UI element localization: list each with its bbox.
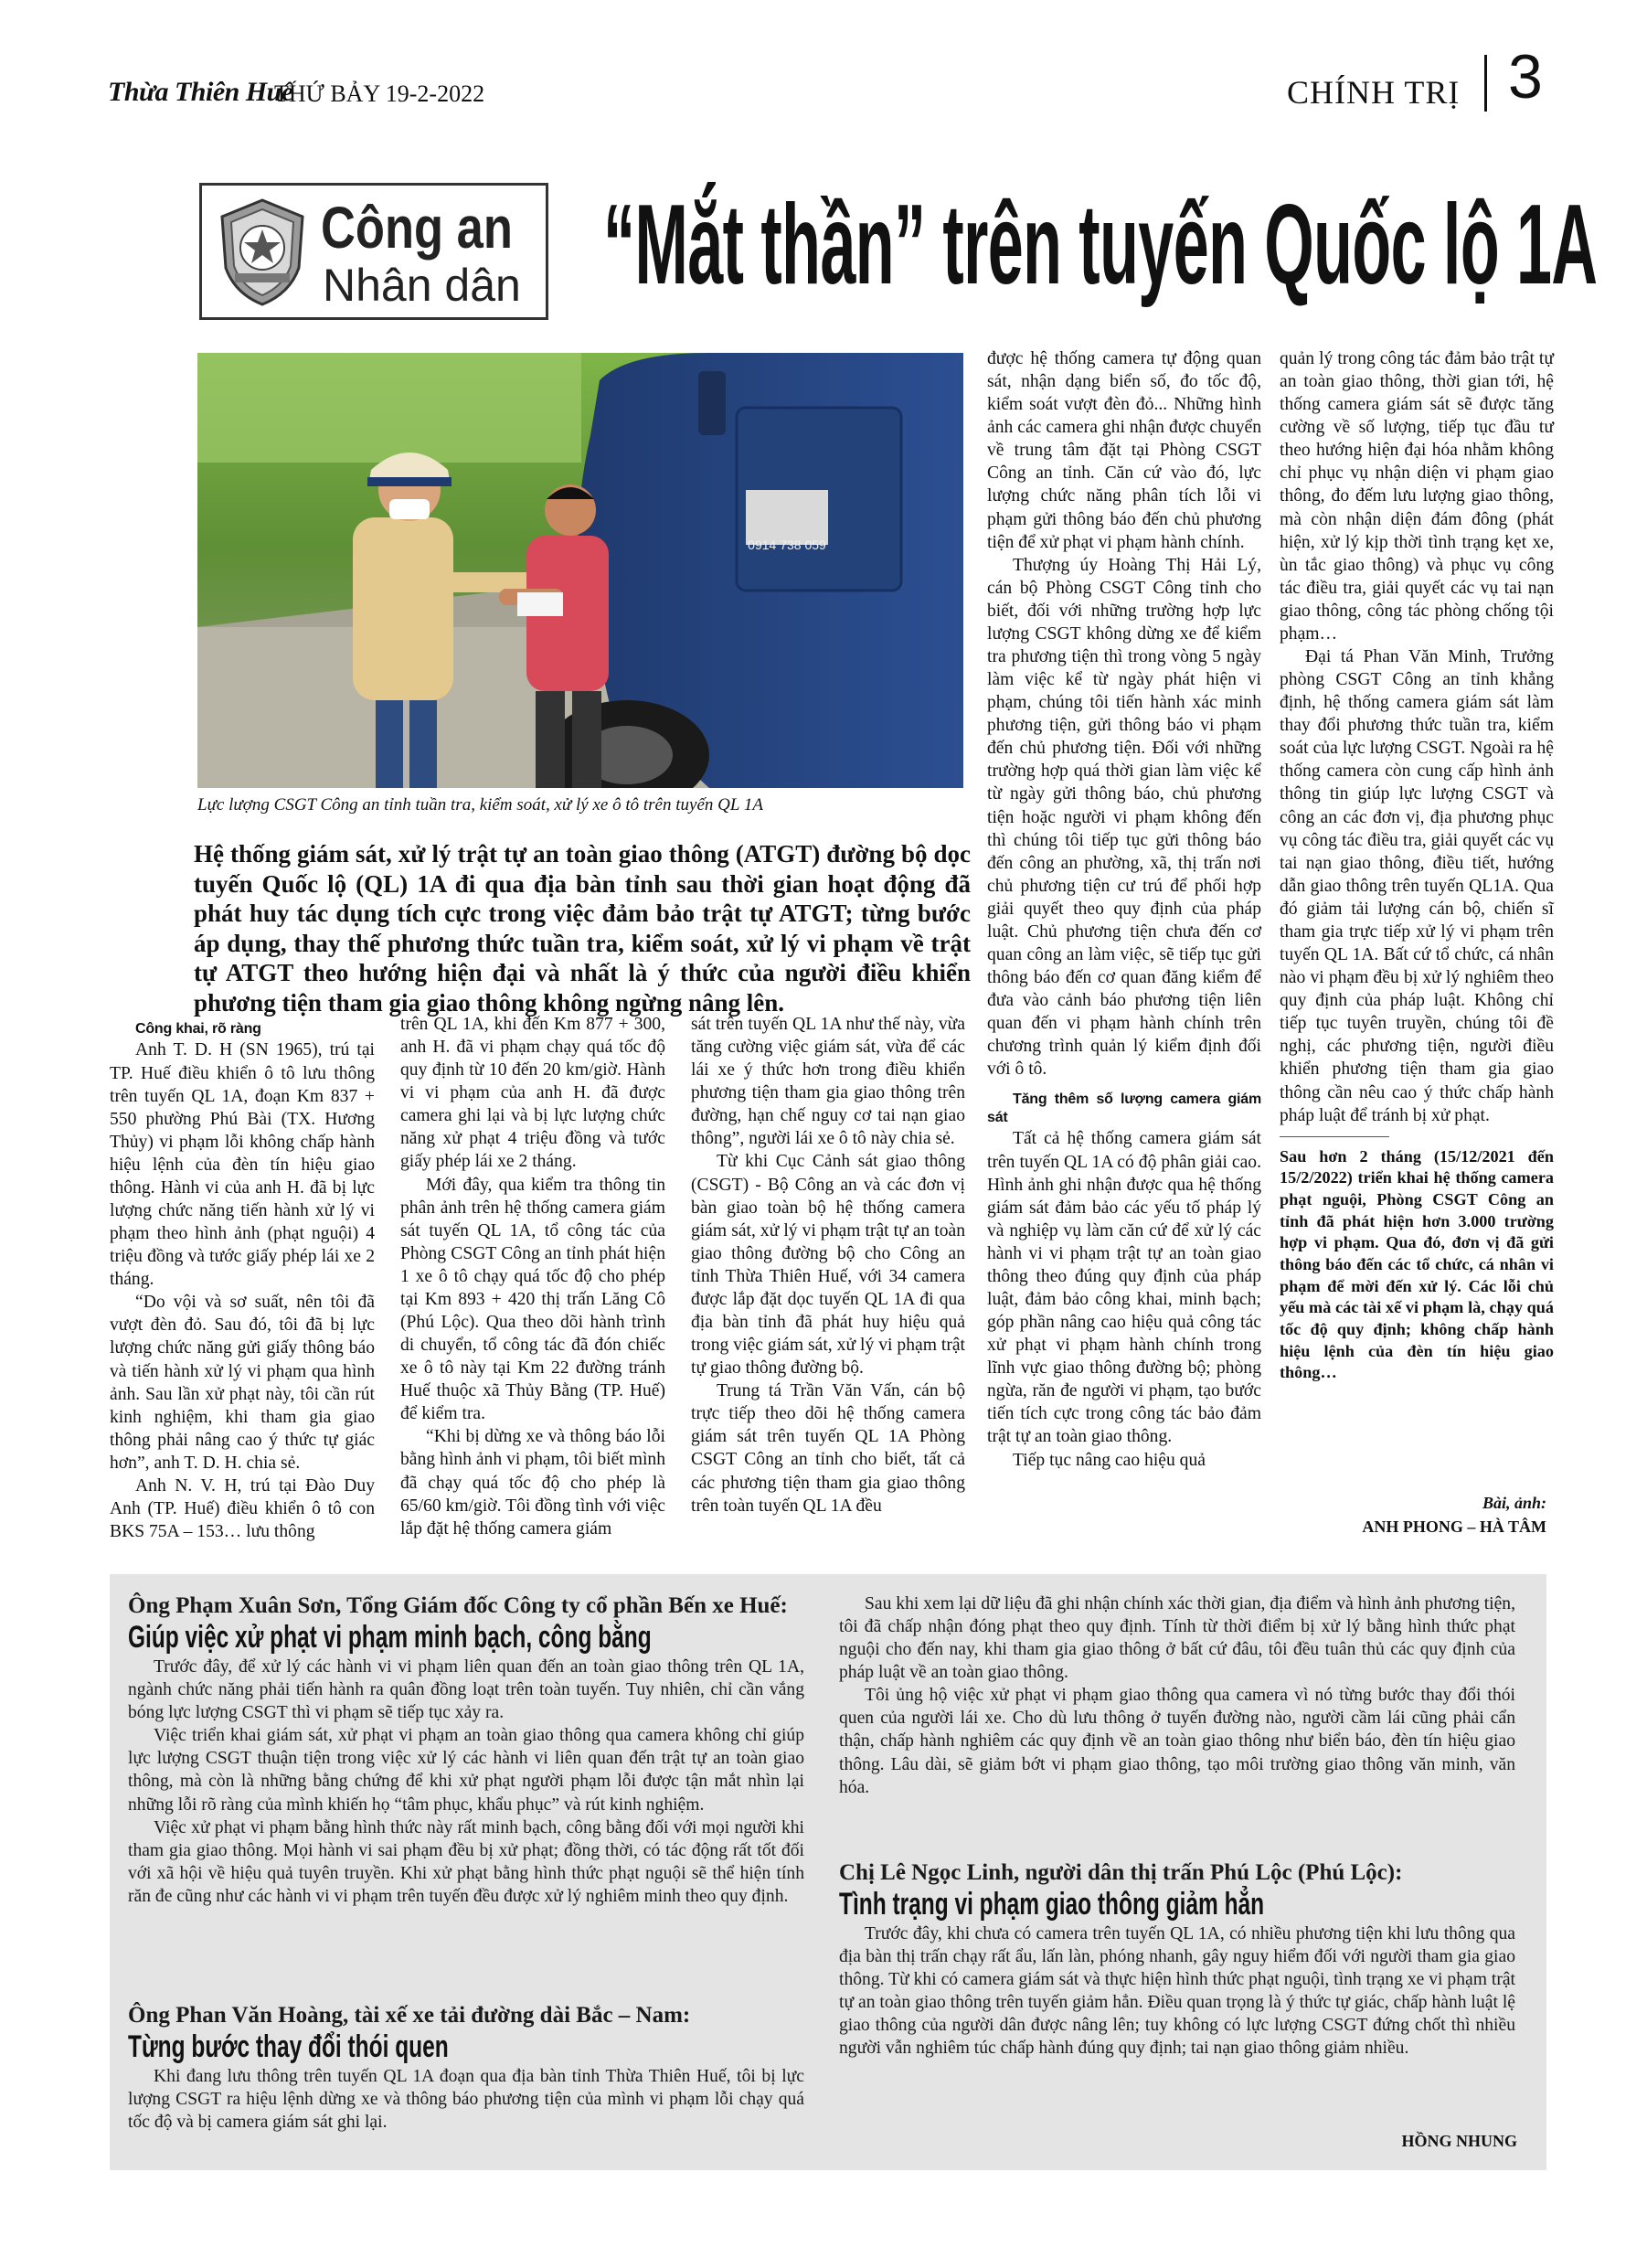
opinion-speaker: Ông Phạm Xuân Sơn, Tổng Giám đốc Công ty cổ phần Bến xe Huế:	[128, 1593, 788, 1618]
newspaper-name: Thừa Thiên Huế	[108, 77, 293, 107]
paragraph: sát trên tuyến QL 1A như thế này, vừa tăng cường việc giám sát, vừa để các lái xe ý thức hơn trong điều khiển phương tiện tham gia giao thông trên đường, hạn chế nguy cơ tai nạn giao thông”, người lái xe ô tô này chia sẻ.	[691, 1015, 965, 1149]
paragraph: Đại tá Phan Văn Minh, Trưởng phòng CSGT Công an tỉnh khẳng định, hệ thống camera giám sát làm thay đổi phương thức tuần tra, kiểm soát của lực lượng CSGT. Ngoài ra hệ thống camera còn cung cấp hình ảnh thông tin giúp lực lượng CSGT và công an các đơn vị, địa phương phục vụ công tác điều tra, giải quyết các vụ tai nạn giao thông, điều tiết, hướng dẫn giao thông trên tuyến QL1A. Qua đó giảm tải lượng cán bộ, chiến sĩ tham gia trực tiếp xử lý vi phạm trên tuyến QL 1A. Bất cứ tổ chức, cá nhân nào vi phạm đều bị xử lý nghiêm theo quy định của pháp luật. Không chỉ tiếp tục tuyên truyền, chúng tôi đề nghị, các phương tiện, người điều khiển phương tiện tham gia giao thông cần nêu cao ý thức chấp hành pháp luật để tránh bị xử phạt.	[1280, 647, 1554, 1125]
logo-line-2: Nhân dân	[323, 260, 521, 311]
opinion-2-continued	[839, 1592, 1515, 1799]
opinion-1	[128, 1592, 804, 1908]
opinion-speaker: Ông Phan Văn Hoàng, tài xế xe tải đường dài Bắc – Nam:	[128, 2003, 691, 2028]
paragraph: Anh T. D. H (SN 1965), trú tại TP. Huế điều khiển ô tô lưu thông trên tuyến QL 1A, đoạn Km 837 + 550 phường Phú Bài (TX. Hương Thủy) vi phạm lỗi không chấp hành hiệu lệnh của đèn tín hiệu giao thông. Hành vi của anh H. đã bị lực lượng chức năng tiến hành xử lý vi phạm theo hình ảnh (phạt nguội) 4 triệu đồng và tước giấy phép lái xe 2 tháng.	[110, 1040, 375, 1290]
photo-caption: Lực lượng CSGT Công an tỉnh tuần tra, kiểm soát, xử lý xe ô tô trên tuyến QL 1A	[197, 795, 763, 815]
police-emblem-icon	[215, 197, 310, 308]
paragraph: được hệ thống camera tự động quan sát, nhận dạng biển số, đo tốc độ, kiểm soát vượt đèn đỏ... Những hình ảnh các camera ghi nhận được chuyển về trung tâm đặt tại Phòng CSGT Công an tỉnh. Căn cứ vào đó, lực lượng chức năng phân tích lỗi vi phạm gửi thông báo đến chủ phương tiện để xử phạt vi phạm hành chính.	[987, 349, 1261, 552]
paragraph: Mới đây, qua kiểm tra thông tin phân ảnh trên hệ thống camera giám sát tuyến QL 1A, tổ công tác của Phòng CSGT Công an tỉnh phát hiện 1 xe ô tô chạy quá tốc độ cho phép tại Km 893 + 420 thị trấn Lăng Cô (Phú Lộc). Qua theo dõi hành trình di chuyển, tổ công tác đã đón chiếc xe ô tô này tại Km 22 đường tránh Huế thuộc xã Thủy Bằng (TP. Huế) để kiểm tra.	[400, 1175, 665, 1424]
article-column-1	[110, 1020, 375, 1543]
paragraph: Từ khi Cục Cảnh sát giao thông (CSGT) - Bộ Công an và các đơn vị bàn giao toàn bộ hệ thống camera giám sát, xử lý vi phạm trật tự an toàn giao thông đường bộ cho Công an tỉnh Thừa Thiên Huế, với 34 camera được lắp đặt dọc tuyến QL 1A đi qua địa bàn tỉnh đã phát huy hiệu quả trong việc giám sát, xử lý vi phạm trật tự giao thông đường bộ.	[691, 1152, 965, 1379]
series-logo	[199, 183, 548, 320]
section-name: CHÍNH TRỊ	[1287, 74, 1461, 111]
issue-date: THỨ BẢY 19-2-2022	[274, 80, 485, 107]
article-column-3	[691, 1013, 965, 1517]
byline-label: Bài, ảnh:	[1482, 1494, 1546, 1512]
paragraph: Tất cả hệ thống camera giám sát trên tuyến QL 1A có độ phân giải cao. Hình ảnh ghi nhận được qua hệ thống giám sát đảm bảo các yếu tố pháp lý và nghiệp vụ làm căn cứ để xử lý các hành vi vi phạm trật tự an toàn giao thông theo đúng quy định của pháp luật, đảm bảo công khai, minh bạch; góp phần nâng cao hiệu quả công tác xử phạt vi phạm hành chính trong lĩnh vực giao thông đường bộ; phòng ngừa, răn đe người vi phạm, tạo bước tiến tích cực trong công tác bảo đảm trật tự an toàn giao thông.	[987, 1129, 1261, 1447]
traffic-police-photo	[197, 353, 963, 788]
masthead-divider	[1484, 55, 1487, 112]
opinion-title: Tình trạng vi phạm giao thông giảm hẳn	[839, 1887, 1265, 1922]
paragraph: quản lý trong công tác đảm bảo trật tự an toàn giao thông, thời gian tới, hệ thống camera giám sát sẽ được tăng cường về số lượng, tiếp tục đầu tư theo hướng hiện đại hóa nhằm không chỉ phục vụ nhận diện vi phạm giao thông, đo đếm lưu lượng giao thông, mà còn nhận diện đám đông (phát hiện, xử lý kịp thời tình trạng kẹt xe, ùn tắc giao thông) và phục vụ công tác điều tra, giải quyết các vụ tai nạn giao thông, công tác phòng chống tội phạm…	[1280, 349, 1554, 644]
stats-note: Sau hơn 2 tháng (15/12/2021 đến 15/2/2022) triển khai hệ thống camera phạt nguội, Phòng CSGT Công an tỉnh đã phát hiện hơn 3.000 trường hợp vi phạm. Qua đó, đơn vị đã gửi thông báo đến các tổ chức, cá nhân vi phạm để mời đến xử lý. Các lỗi chủ yếu mà các tài xế vi phạm là, chạy quá tốc độ quy định; không chấp hành hiệu lệnh của đèn tín hiệu giao thông…	[1280, 1146, 1554, 1382]
opinion-title: Giúp việc xử phạt vi phạm minh bạch, công bằng	[128, 1620, 652, 1655]
paragraph: Trung tá Trần Văn Vấn, cán bộ trực tiếp theo dõi hệ thống camera giám sát trên tuyến QL 1A Phòng CSGT Công an tỉnh cho biết, tất cả các phương tiện tham gia giao thông trên toàn tuyến QL 1A đều	[691, 1381, 965, 1516]
note-divider	[1280, 1136, 1389, 1137]
paragraph: Việc xử phạt vi phạm bằng hình thức này rất minh bạch, công bằng đối với mọi người khi tham gia giao thông. Mọi hành vi sai phạm đều bị xử phạt; đồng thời, có tác động rất tốt đối với xã hội về hiệu quả tuyên truyền. Khi xử phạt bằng hình thức phạt nguội sẽ thể hiện tính răn đe cũng như các hành vi vi phạm trên tuyến đều được xử lý nghiêm minh theo quy định.	[128, 1817, 804, 1906]
article-column-2	[400, 1013, 665, 1540]
paragraph: Tiếp tục nâng cao hiệu quả	[1013, 1450, 1206, 1470]
truck-phone-label: 0914 738 059	[748, 538, 826, 552]
byline-names: ANH PHONG – HÀ TÂM	[1362, 1517, 1546, 1536]
subhead: Tăng thêm số lượng camera giám sát	[987, 1091, 1261, 1125]
paragraph: Thượng úy Hoàng Thị Hải Lý, cán bộ Phòng CSGT Công tỉnh cho biết, đối với những trường hợp lực lượng CSGT không dừng xe để kiểm tra phương tiện thì trong vòng 5 ngày làm việc kể từ ngày phát hiện vi phạm, chúng tôi tiến hành xác minh phương tiện, gửi thông báo vi phạm đến chủ phương tiện. Đối với những trường hợp quá thời gian làm việc kể từ ngày gửi thông báo, chủ phương tiện hoặc người vi phạm không đến thì chúng tôi tiếp tục gửi thông báo đến công an phường, xã, thị trấn nơi chủ phương tiện cư trú để phối hợp giải quyết theo quy định của pháp luật. Chủ phương tiện chưa đến cơ quan công an làm việc, sẽ tiếp tục gửi thông báo đến cơ quan đăng kiểm để đưa vào cảnh báo phương tiện liên quan đến vi phạm hành chính trên chương trình quản lý kiểm định đối với ô tô.	[987, 555, 1261, 1080]
paragraph: trên QL 1A, khi đến Km 877 + 300, anh H. đã vi phạm chạy quá tốc độ quy định từ 10 đến 20 km/giờ. Hành vi vi phạm của anh H. đã được camera ghi lại và bị lực lượng chức năng xử phạt 4 triệu đồng và tước giấy phép lái xe 2 tháng.	[400, 1015, 665, 1172]
lead-photo	[197, 353, 963, 788]
opinion-speaker: Chị Lê Ngọc Linh, người dân thị trấn Phú Lộc (Phú Lộc):	[839, 1860, 1403, 1885]
subhead: Công khai, rõ ràng	[135, 1021, 261, 1037]
paragraph: Sau khi xem lại dữ liệu đã ghi nhận chính xác thời gian, địa điểm và hình ảnh phương tiện, tôi đã chấp nhận đóng phạt theo quy định. Tính từ thời điểm bị xử lý bằng hình thức phạt nguội cho đến nay, khi tham gia giao thông ở bất cứ đâu, tôi đều tuân thủ các quy định của pháp luật về an toàn giao thông.	[839, 1594, 1515, 1683]
paragraph: Việc triển khai giám sát, xử phạt vi phạm an toàn giao thông qua camera không chỉ giúp lực lượng CSGT thuận tiện trong việc xử lý các hành vi liên quan đến trật tự an toàn giao thông, mà còn là những bằng chứng để khi xử phạt người phạm lỗi được tận mắt nhìn lại những lỗi rõ ràng của mình khiến họ “tâm phục, khẩu phục” và rút kinh nghiệm.	[128, 1726, 804, 1815]
paragraph: Khi đang lưu thông trên tuyến QL 1A đoạn qua địa bàn tỉnh Thừa Thiên Huế, tôi bị lực lượng CSGT ra hiệu lệnh dừng xe và thông báo phương tiện của mình vi phạm lỗi chạy quá tốc độ và bị camera giám sát ghi lại.	[128, 2067, 804, 2133]
paragraph: “Khi bị dừng xe và thông báo lỗi bằng hình ảnh vi phạm, tôi biết mình đã chạy quá tốc độ cho phép là 65/60 km/giờ. Tôi đồng tình với việc lắp đặt hệ thống camera giám	[400, 1427, 665, 1539]
article-column-5	[1280, 347, 1554, 1384]
opinion-3	[839, 1859, 1515, 2060]
paragraph: Tôi ủng hộ việc xử phạt vi phạm giao thông qua camera vì nó từng bước thay đổi thói quen của người lái xe. Cho dù lưu thông ở tuyến đường nào, người cầm lái cũng phải cẩn thận, chấp hành nghiêm các quy định về an toàn giao thông như biển báo, đèn tín hiệu giao thông. Lâu dài, sẽ giảm bớt vi phạm giao thông, tạo môi trường giao thông văn minh, văn hóa.	[839, 1686, 1515, 1797]
logo-line-1: Công an	[321, 195, 513, 261]
article-lead: Hệ thống giám sát, xử lý trật tự an toàn giao thông (ATGT) đường bộ dọc tuyến Quốc lộ (QL) 1A đi qua địa bàn tỉnh sau thời gian hoạt động đã phát huy tác dụng tích cực trong việc đảm bảo trật tự ATGT; từng bước áp dụng, thay thế phương thức tuần tra, kiểm soát, xử lý vi phạm về trật tự ATGT theo hướng hiện đại và nhất là ý thức của người điều khiển phương tiện tham gia giao thông không ngừng nâng lên.	[194, 840, 971, 1017]
paragraph: Trước đây, để xử lý các hành vi vi phạm liên quan đến an toàn giao thông trên QL 1A, ngành chức năng phải tiến hành ra quân đồng loạt trên toàn tuyến. Tuy nhiên, chỉ cần vắng bóng lực lượng CSGT thì vi phạm sẽ tiếp tục xảy ra.	[128, 1657, 804, 1723]
article-column-4	[987, 347, 1261, 1472]
opinion-signature: HỒNG NHUNG	[1401, 2132, 1517, 2150]
opinion-title: Từng bước thay đổi thói quen	[128, 2029, 449, 2064]
paragraph: Trước đây, khi chưa có camera trên tuyến QL 1A, có nhiều phương tiện khi lưu thông qua địa bàn thị trấn chạy rất ẩu, lấn làn, phóng nhanh, gây nguy hiểm đối với người tham gia giao thông. Từ khi có camera giám sát và thực hiện hình thức phạt nguội, tình trạng xe vi phạm trật tự an toàn giao thông trên tuyến giảm hẳn. Điều quan trọng là ý thức tự giác, chấp hành luật lệ giao thông của người dân được nâng lên; tuy không có lực lượng CSGT đứng chốt thì nhiều người vẫn nghiêm túc chấp hành đúng quy định; tai nạn giao thông giảm nhiều.	[839, 1924, 1515, 2059]
paragraph: “Do vội và sơ suất, nên tôi đã vượt đèn đỏ. Sau đó, tôi đã bị lực lượng chức năng gửi giấy thông báo và tiến hành xử lý vi phạm qua hình ảnh. Sau lần xử phạt này, tôi cần rút kinh nghiệm, khi tham gia giao thông phải nâng cao ý thức tự giác hơn”, anh T. D. H. chia sẻ.	[110, 1293, 375, 1473]
headline: “Mắt thần” trên tuyến Quốc lộ 1A	[603, 182, 1598, 308]
opinion-2	[128, 2002, 804, 2134]
page-number: 3	[1508, 42, 1543, 112]
paragraph: Anh N. V. H, trú tại Đào Duy Anh (TP. Huế) điều khiển ô tô con BKS 75A – 153… lưu thông	[110, 1475, 375, 1542]
